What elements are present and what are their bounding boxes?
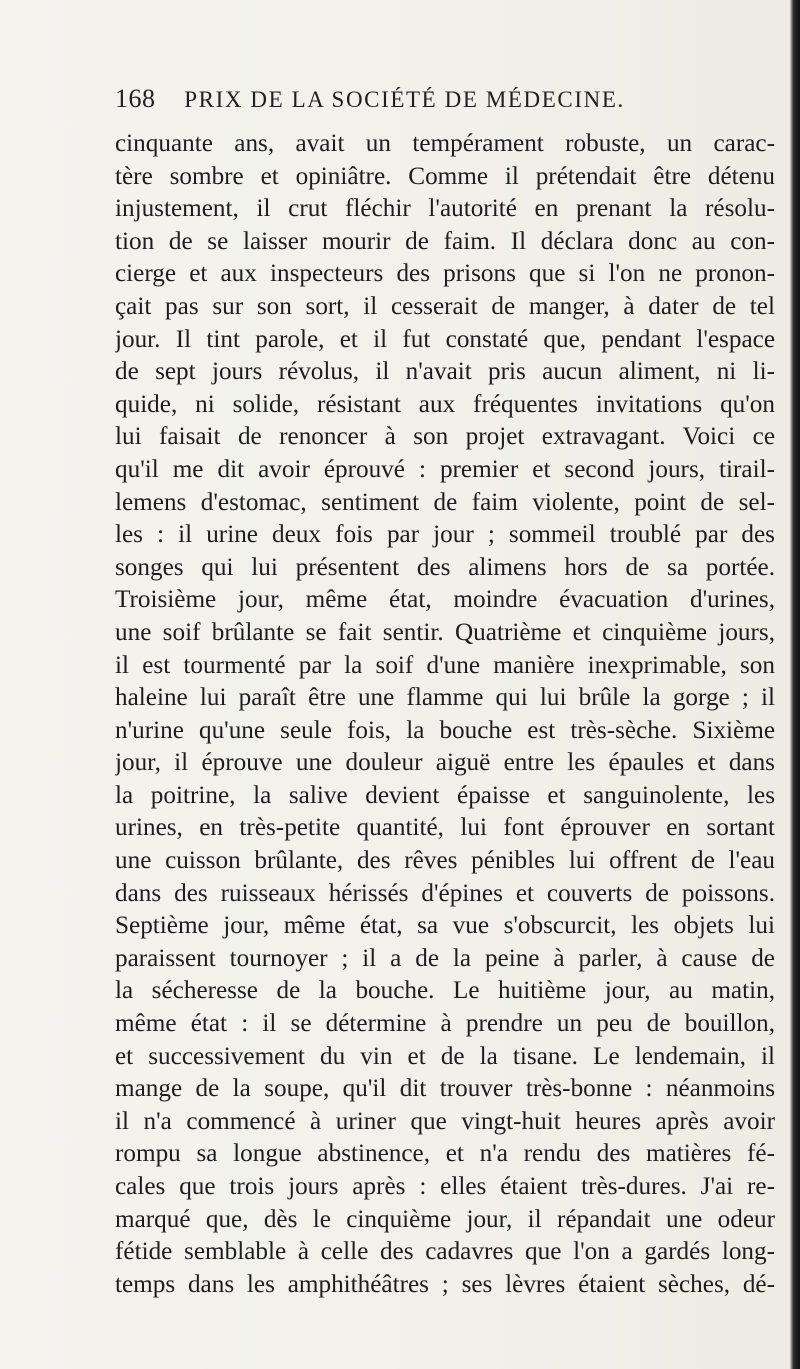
text-line: cinquante ans, avait un tempérament robuste, un carac- [115,130,775,157]
text-line: injustement, il crut fléchir l'autorité en prenant la résolu- [115,195,775,223]
running-head [115,84,755,118]
text-line: et successivement du vin et de la tisane. Le lendemain, il [115,1042,775,1070]
text-line: tion de se laisser mourir de faim. Il déclara donc au con- [115,227,775,255]
text-line: la sécheresse de la bouche. Le huitième jour, au matin, [115,977,775,1005]
text-line: jour. Il tint parole, et il fut constaté que, pendant l'espace [115,325,775,353]
text-line: Troisième jour, même état, moindre évacuation d'urines, [115,586,775,614]
text-line: marqué que, dès le cinquième jour, il répandait une odeur [115,1205,775,1233]
text-line: il n'a commencé à uriner que vingt-huit heures après avoir [115,1107,775,1135]
text-line: haleine lui paraît être une flamme qui lui brûle la gorge ; il [115,684,775,712]
text-line: de sept jours révolus, il n'avait pris aucun aliment, ni li- [115,358,775,386]
text-line: jour, il éprouve une douleur aiguë entre les épaules et dans [115,749,775,777]
text-line: cales que trois jours après : elles étaient très-dures. J'ai re- [115,1173,775,1200]
running-title: PRIX DE LA SOCIÉTÉ DE MÉDECINE. [184,87,625,112]
text-line: tère sombre et opiniâtre. Comme il prétendait être détenu [115,162,775,190]
text-line: lui faisait de renoncer à son projet extravagant. Voici ce [115,423,775,451]
text-line: n'urine qu'une seule fois, la bouche est très-sèche. Sixième [115,716,775,744]
text-line: dans des ruisseaux hérissés d'épines et couverts de poissons. [115,879,775,907]
body-text [115,128,775,1301]
text-line: fétide semblable à celle des cadavres que l'on a gardés long- [115,1238,775,1266]
text-line: temps dans les amphithéâtres ; ses lèvres étaient sèches, dé- [115,1270,775,1298]
page-number: 168 [115,84,156,113]
text-line: quide, ni solide, résistant aux fréquentes invitations qu'on [115,390,775,418]
text-line: Septième jour, même état, sa vue s'obscurcit, les objets lui [115,912,775,940]
text-line: une cuisson brûlante, des rêves pénibles lui offrent de l'eau [115,847,775,875]
text-line: une soif brûlante se fait sentir. Quatrième et cinquième jours, [115,618,775,646]
text-line: cierge et aux inspecteurs des prisons que si l'on ne pronon- [115,260,775,288]
text-line: songes qui lui présentent des alimens hors de sa portée. [115,553,775,581]
text-line: rompu sa longue abstinence, et n'a rendu des matières fé- [115,1140,775,1168]
text-line: lemens d'estomac, sentiment de faim violente, point de sel- [115,488,775,516]
text-line: même état : il se détermine à prendre un peu de bouillon, [115,1010,775,1038]
text-line: qu'il me dit avoir éprouvé : premier et second jours, tirail- [115,455,775,483]
text-line: la poitrine, la salive devient épaisse et sanguinolente, les [115,781,775,809]
text-line: les : il urine deux fois par jour ; sommeil troublé par des [115,521,775,549]
text-line: paraissent tournoyer ; il a de la peine à parler, à cause de [115,944,775,972]
text-line: il est tourmenté par la soif d'une manière inexprimable, son [115,651,775,679]
text-line: çait pas sur son sort, il cesserait de manger, à dater de tel [115,292,775,320]
text-line: mange de la soupe, qu'il dit trouver très-bonne : néanmoins [115,1075,775,1103]
page-binding-edge [790,0,800,1369]
text-line: urines, en très-petite quantité, lui font éprouver en sortant [115,814,775,842]
